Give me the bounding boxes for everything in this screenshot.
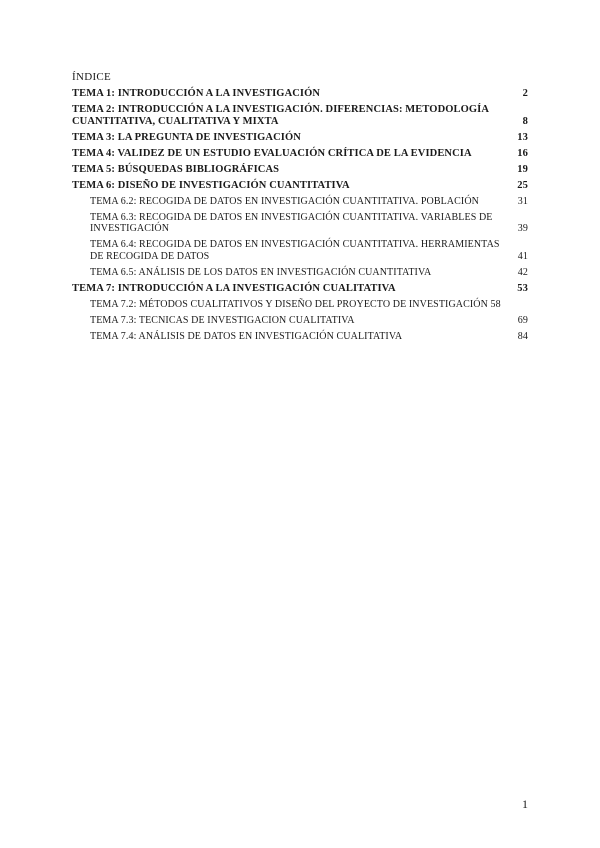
page-title: ÍNDICE <box>72 71 112 83</box>
toc-entry-page: 2 <box>522 88 528 99</box>
toc-entry-title: TEMA 7: INTRODUCCIÓN A LA INVESTIGACIÓN CUALITATIVA <box>72 282 396 294</box>
toc-entry-title: TEMA 7.4: ANÁLISIS DE DATOS EN INVESTIGACIÓN CUALITATIVA <box>90 330 403 342</box>
toc-entry-tema-1[interactable] <box>72 88 528 100</box>
toc-entry-page: 84 <box>517 330 528 342</box>
toc-entry-page: 19 <box>517 163 528 175</box>
toc-entry-title: TEMA 2: INTRODUCCIÓN A LA INVESTIGACIÓN. DIFERENCIAS: METODOLOGÍA CUANTITATIVA, CUALITATIVA Y MIXTA <box>72 104 489 127</box>
toc-entry-title: TEMA 6.3: RECOGIDA DE DATOS EN INVESTIGACIÓN CUANTITATIVA. VARIABLES DE INVESTIGACIÓN <box>90 211 493 234</box>
toc-entry-title: TEMA 6.5: ANÁLISIS DE LOS DATOS EN INVESTIGACIÓN CUANTITATIVA <box>90 266 432 278</box>
toc-entry-page: 69 <box>517 314 528 326</box>
toc-entry-page: 13 <box>517 131 528 143</box>
toc-entry-page: 8 <box>522 115 528 127</box>
toc-entry-title: TEMA 6: DISEÑO DE INVESTIGACIÓN CUANTITATIVA <box>72 179 350 191</box>
toc-entry-tema-7[interactable] <box>72 283 528 295</box>
toc-entry-tema-6-2[interactable] <box>90 196 528 208</box>
toc-entry-tema-3[interactable] <box>72 132 528 144</box>
toc-entry-page: 42 <box>517 266 528 278</box>
toc-entry-tema-2[interactable] <box>72 104 528 127</box>
toc-entry-page: 16 <box>517 147 528 159</box>
toc-entry-page: 41 <box>517 250 528 262</box>
toc-entry-tema-6-4[interactable] <box>90 239 528 262</box>
toc-entry-title: TEMA 6.2: RECOGIDA DE DATOS EN INVESTIGACIÓN CUANTITATIVA. POBLACIÓN <box>90 195 479 207</box>
table-of-contents <box>72 88 528 347</box>
toc-entry-page: 39 <box>517 223 528 234</box>
toc-entry-tema-7-4[interactable] <box>90 331 528 343</box>
toc-entry-tema-7-2[interactable] <box>90 299 528 311</box>
toc-entry-title: TEMA 3: LA PREGUNTA DE INVESTIGACIÓN <box>72 131 301 143</box>
toc-entry-title: TEMA 1: INTRODUCCIÓN A LA INVESTIGACIÓN <box>72 88 321 99</box>
toc-entry-title: TEMA 6.4: RECOGIDA DE DATOS EN INVESTIGACIÓN CUANTITATIVA. HERRAMIENTAS DE RECOGIDA DE DATOS <box>90 239 500 262</box>
page-number: 1 <box>522 797 528 811</box>
toc-entry-page: 25 <box>517 179 528 191</box>
toc-entry-page: 31 <box>517 195 528 207</box>
toc-entry-tema-7-3[interactable] <box>90 315 528 327</box>
toc-entry-tema-6[interactable] <box>72 180 528 192</box>
toc-entry-title: TEMA 7.2: MÉTODOS CUALITATIVOS Y DISEÑO DEL PROYECTO DE INVESTIGACIÓN 58 <box>90 298 501 310</box>
toc-entry-title: TEMA 5: BÚSQUEDAS BIBLIOGRÁFICAS <box>72 163 280 175</box>
toc-entry-tema-6-5[interactable] <box>90 267 528 279</box>
toc-entry-title: TEMA 4: VALIDEZ DE UN ESTUDIO EVALUACIÓN CRÍTICA DE LA EVIDENCIA <box>72 147 472 159</box>
toc-entry-tema-6-3[interactable] <box>90 212 528 235</box>
toc-entry-tema-4[interactable] <box>72 148 528 160</box>
toc-entry-title: TEMA 7.3: TECNICAS DE INVESTIGACION CUALITATIVA <box>90 314 355 326</box>
toc-entry-page: 53 <box>517 282 528 294</box>
toc-entry-tema-5[interactable] <box>72 164 528 176</box>
